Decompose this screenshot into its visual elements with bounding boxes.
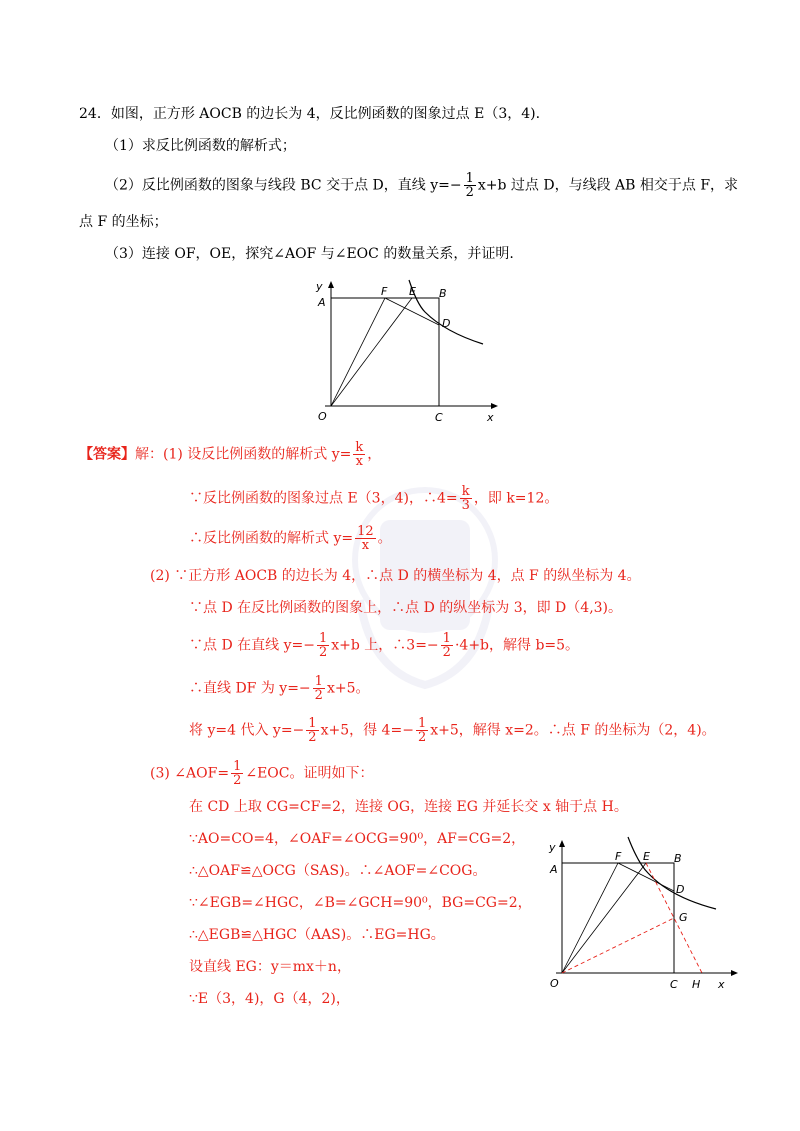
question-part-1: （1）求反比例函数的解析式； [105, 138, 296, 154]
answer-l8-a: 将 y [189, 722, 216, 739]
answer-l8-eq2: =− [280, 722, 305, 739]
fig2-y-arrow [559, 840, 565, 847]
answer-l8-c: x [320, 722, 329, 739]
fig1-label-a: A [318, 296, 326, 309]
l8-frac2-den: 2 [417, 730, 427, 745]
answer-tag: 【答案】 [79, 446, 135, 463]
answer-line-16: ∵E（3，4)，G（4，2)， [189, 991, 350, 1007]
l8-frac2-num: 1 [417, 716, 427, 731]
fig2-line-og [562, 918, 674, 973]
question-part-3: （3）连接 OF，OE，探究∠AOF 与∠EOC 的数量关系，并证明. [105, 246, 514, 262]
answer-line-1 [79, 441, 381, 468]
answer-l2-eq: = [445, 490, 458, 507]
answer-l1: 解：(1) 设反比例函数的解析式 y [135, 446, 340, 463]
answer-line-7 [189, 675, 370, 702]
fig1-label-x: x [487, 411, 494, 424]
l6-frac1-den: 2 [318, 645, 328, 660]
answer-l8-frac1 [306, 717, 318, 744]
fig1-line-of [331, 298, 385, 406]
fig1-label-c: C [435, 411, 443, 424]
answer-l3-fraction [355, 525, 376, 552]
answer-l9-frac [231, 760, 243, 787]
answer-line-6 [189, 632, 579, 659]
answer-l6-b: x [331, 637, 340, 654]
l8-frac1-num: 1 [308, 716, 317, 731]
answer-l8-g: 2。∴点 F 的坐标为（2，4)。 [524, 722, 716, 739]
answer-line-11: ∵AO=CO=4，∠OAF=∠OCG=90⁰，AF=CG=2， [189, 831, 526, 847]
fig1-label-o: O [318, 410, 327, 423]
answer-l6-d: ·4 [454, 637, 469, 654]
answer-l7-plus: + [334, 680, 347, 697]
figure-2 [530, 835, 740, 995]
answer-l3-eq: = [341, 530, 354, 547]
l6-frac2-den: 2 [442, 645, 451, 660]
fig2-label-b: B [674, 852, 682, 865]
fig2-label-o: O [550, 977, 559, 990]
l9-frac-den: 2 [233, 773, 242, 788]
answer-l1-fraction [353, 441, 365, 468]
answer-line-12: ∴△OAF≌△OCG（SAS)。∴∠AOF=∠COG。 [189, 863, 487, 879]
answer-l3-a: ∴反比例函数的解析式 y [189, 530, 342, 547]
answer-l6-eq2: =− [415, 637, 439, 654]
answer-l2-a: ∵反比例函数的图象过点 E（3，4)，∴4 [189, 490, 446, 507]
fig1-label-y: y [316, 280, 323, 293]
fig1-line-df [385, 298, 439, 325]
answer-line-8 [189, 717, 716, 744]
fig2-line-of [562, 863, 618, 973]
answer-l8-eq1: = [215, 722, 228, 739]
answer-l7-a: ∴直线 DF 为 y [189, 680, 288, 697]
fig1-y-arrow [328, 281, 334, 288]
answer-line-14: ∴△EGB≌△HGC（AAS)。∴EG=HG。 [189, 927, 445, 943]
answer-l3-b: 。 [377, 530, 392, 547]
answer-l2-b: ，即 k=12。 [473, 490, 559, 507]
question-title: 24．如图，正方形 AOCB 的边长为 4，反比例函数的图象过点 E（3，4). [79, 106, 541, 122]
fig1-square [331, 298, 439, 406]
answer-line-9 [150, 760, 373, 787]
fig2-square [562, 863, 674, 973]
fig2-label-a: A [550, 863, 558, 876]
fig2-label-c: C [670, 978, 678, 991]
l1-frac-num: k [355, 440, 364, 455]
fig2-label-e: E [643, 850, 650, 863]
q2-text-c: b 过点 D，与线段 AB 相交于点 F，求 [497, 177, 739, 194]
answer-l7-b: x [326, 680, 335, 697]
answer-l8-eq3: =− [390, 722, 414, 739]
answer-l6-e: b，解得 b=5。 [480, 637, 580, 654]
fig1-label-d: D [442, 317, 451, 330]
fig2-label-g: G [679, 911, 688, 924]
fig1-label-f: F [381, 285, 388, 298]
answer-l1-eq: = [339, 446, 352, 463]
l7-frac-num: 1 [314, 674, 323, 689]
q2-text-b: x [477, 177, 486, 194]
answer-line-5: ∵点 D 在反比例函数的图象上，∴点 D 的纵坐标为 3，即 D（4,3)。 [189, 600, 623, 616]
answer-l1-end: ， [367, 446, 382, 463]
fig2-x-arrow [731, 970, 738, 976]
answer-l8-f: 5，解得 x [449, 722, 514, 739]
answer-l8-eq4: = [513, 722, 525, 739]
answer-line-4: (2) ∵正方形 AOCB 的边长为 4，∴点 D 的横坐标为 4，点 F 的纵坐标为 4。 [150, 568, 641, 584]
answer-l9-b: ∠EOC。证明如下： [245, 765, 374, 782]
q2-plus: + [485, 177, 498, 194]
fig2-line-df [618, 863, 674, 891]
answer-line-3 [189, 525, 392, 552]
fig1-label-b: B [439, 287, 447, 300]
fig2-label-d: D [676, 883, 685, 896]
fig1-label-e: E [409, 285, 416, 298]
answer-l8-e: x [430, 722, 439, 739]
fig2-label-h: H [692, 978, 701, 991]
q2-frac-num: 1 [465, 171, 474, 186]
q2-text-a: （2）反比例函数的图象与线段 BC 交于点 D，直线 y [105, 177, 439, 194]
l3-frac-den: x [361, 538, 370, 553]
question-part-2-cont: 点 F 的坐标； [79, 214, 168, 230]
q2-eq: =− [438, 177, 462, 194]
l2-frac-den: 3 [461, 498, 470, 513]
answer-l6-plus2: + [468, 637, 481, 654]
l6-frac1-num: 1 [318, 631, 328, 646]
q2-frac-den: 2 [465, 185, 474, 200]
answer-l8-b: 4 代入 y [227, 722, 281, 739]
answer-l9-a: (3) ∠AOF [150, 765, 218, 782]
answer-l6-plus1: + [339, 637, 351, 654]
answer-line-13: ∵∠EGB=∠HGC，∠B=∠GCH=90⁰，BG=CG=2， [189, 895, 532, 911]
answer-l6-frac2 [441, 632, 453, 659]
fig2-label-x: x [718, 978, 725, 991]
question-part-2 [105, 172, 738, 199]
l9-frac-num: 1 [233, 759, 242, 774]
fig2-curve [628, 837, 716, 909]
answer-line-2 [189, 485, 558, 512]
fig2-label-f: F [615, 850, 622, 863]
fig2-label-y: y [549, 841, 556, 854]
answer-l6-a: ∵点 D 在直线 y [189, 637, 292, 654]
answer-l7-c: 5。 [346, 680, 370, 697]
l7-frac-den: 2 [314, 688, 323, 703]
answer-l8-frac2 [416, 717, 428, 744]
answer-l8-plus2: + [438, 722, 450, 739]
answer-l7-eq: =− [287, 680, 311, 697]
answer-l2-fraction [460, 485, 472, 512]
fig1-x-arrow [491, 403, 498, 409]
fig2-line-oe [562, 863, 646, 973]
answer-l6-frac1 [317, 632, 329, 659]
answer-l8-d: 5，得 4 [340, 722, 391, 739]
answer-l6-c: b 上，∴3 [350, 637, 416, 654]
figure-1 [305, 278, 505, 428]
l1-frac-den: x [355, 454, 363, 469]
q2-fraction [464, 172, 476, 199]
answer-l7-frac [313, 675, 325, 702]
l2-frac-num: k [460, 485, 472, 499]
l6-frac2-num: 1 [442, 631, 451, 646]
answer-l9-eq: = [217, 765, 230, 782]
answer-l8-plus1: + [328, 722, 341, 739]
l3-frac-num: 12 [357, 524, 374, 539]
fig1-line-oe [331, 298, 412, 406]
l8-frac1-den: 2 [308, 730, 317, 745]
answer-l6-eq: =− [291, 637, 315, 654]
answer-line-10: 在 CD 上取 CG=CF=2，连接 OG，连接 EG 并延长交 x 轴于点 H。 [189, 799, 628, 815]
answer-line-15: 设直线 EG：y＝mx＋n， [189, 959, 351, 975]
